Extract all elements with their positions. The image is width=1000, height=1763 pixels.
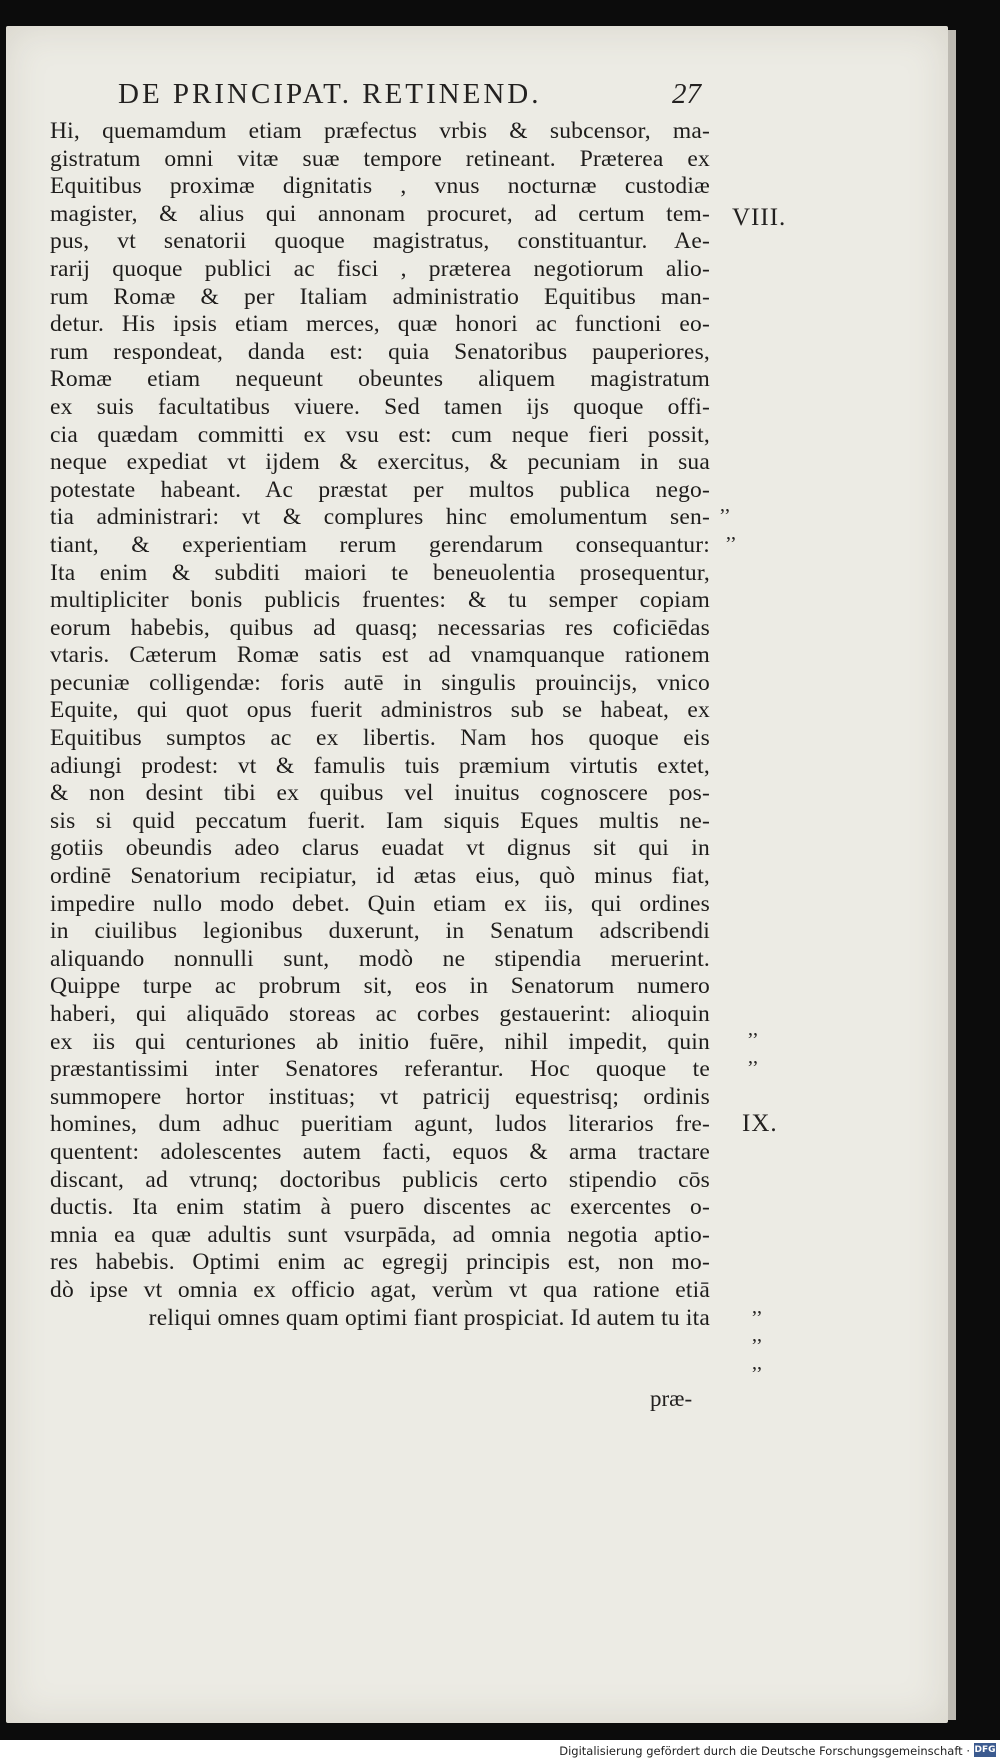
text-line: mnia ea quæ adultis sunt vsurpāda, ad omnia negotia aptio-: [50, 1221, 710, 1248]
text-line: reliqui omnes quam optimi fiant prospiciat. Id autem tu ita: [148, 1304, 710, 1331]
text-line: tiant, & experientiam rerum gerendarum consequantur:: [50, 531, 710, 558]
text-line: detur. His ipsis etiam merces, quæ honori ac functioni eo-: [50, 311, 710, 338]
page-edge-shadow: [948, 30, 956, 1720]
page-number: 27: [672, 78, 701, 110]
text-line: eorum habebis, quibus ad quasq; necessarias res coficiēdas: [50, 614, 710, 641]
quote-mark: ,,: [720, 494, 730, 516]
text-line: pecuniæ colligendæ: foris autē in singulis prouincijs, vnico: [50, 669, 710, 696]
text-line: res habebis. Optimi enim ac egregij principis est, non mo-: [50, 1249, 710, 1276]
text-line: aliquando nonnulli sunt, modò ne stipendia meruerint.: [50, 945, 710, 972]
text-line: pus, vt senatorii quoque magistratus, constituantur. Ae-: [50, 228, 710, 255]
text-line: rum respondeat, danda est: quia Senatoribus pauperiores,: [50, 338, 710, 365]
text-line: & non desint tibi ex quibus vel inuitus cognoscere pos-: [50, 780, 710, 807]
text-line: gistratum omni vitæ suæ tempore retineant. Præterea ex: [50, 145, 710, 172]
text-line: neque expediat vt ijdem & exercitus, & pecuniam in sua: [50, 449, 710, 476]
text-line: Ita enim & subditi maiori te beneuolentia prosequentur,: [50, 559, 710, 586]
text-line: tia administrari: vt & complures hinc emolumentum sen-: [50, 504, 710, 531]
digitization-credit: Digitalisierung gefördert durch die Deutsche Forschungsgemeinschaft ·: [559, 1744, 970, 1758]
text-line: adiungi prodest: vt & famulis tuis præmium virtutis extet,: [50, 752, 710, 779]
text-line: haberi, qui aliquādo storeas ac corbes gestauerint: alioquin: [50, 1001, 710, 1027]
text-line: in ciuilibus legionibus duxerunt, in Senatum adscribendi: [50, 918, 710, 945]
text-line: gotiis obeundis adeo clarus euadat vt dignus sit qui in: [50, 835, 710, 862]
text-line: vtaris. Cæterum Romæ satis est ad vnamquanque rationem: [50, 642, 710, 669]
text-line: multipliciter bonis publicis fruentes: & tu semper copiam: [50, 587, 710, 614]
section-number-viii: VIII.: [732, 204, 787, 231]
text-line: Hi, quemamdum etiam præfectus vrbis & subcensor, ma-: [50, 118, 710, 144]
text-line: magister, & alius qui annonam procuret, ad certum tem-: [50, 200, 710, 227]
text-line: cia quædam committi ex vsu est: cum neque fieri possit,: [50, 421, 710, 448]
text-line: rum Romæ & per Italiam administratio Equitibus man-: [50, 283, 710, 310]
quote-mark: ,,: [752, 1324, 762, 1346]
quote-mark: ,,: [752, 1296, 762, 1318]
text-line: discant, ad vtrunq; doctoribus publicis certo stipendio cōs: [50, 1166, 710, 1193]
dfg-logo: DFG: [974, 1745, 996, 1755]
quote-mark: ,,: [748, 1046, 758, 1068]
text-line: quentent: adolescentes autem facti, equos & arma tractare: [50, 1138, 710, 1165]
quote-mark: ,,: [726, 522, 736, 544]
text-line: Equitibus sumptos ac ex libertis. Nam hos quoque eis: [50, 725, 710, 752]
text-line: ex suis facultatibus viuere. Sed tamen ijs quoque offi-: [50, 393, 710, 420]
text-line: homines, dum adhuc pueritiam agunt, ludos literarios fre-: [50, 1111, 710, 1138]
text-line: sis si quid peccatum fuerit. Iam siquis Eques multis ne-: [50, 807, 710, 834]
text-line: ex iis qui centuriones ab initio fuēre, nihil impedit, quin: [50, 1028, 710, 1055]
text-line: potestate habeant. Ac præstat per multos publica nego-: [50, 476, 710, 503]
text-line: Equitibus proximæ dignitatis , vnus nocturnæ custodiæ: [50, 173, 710, 200]
text-line: præstantissimi inter Senatores referantur. Hoc quoque te: [50, 1056, 710, 1083]
text-line: summopere hortor instituas; vt patricij equestrisq; ordinis: [50, 1083, 710, 1110]
running-title: DE PRINCIPAT. RETINEND.: [118, 78, 542, 110]
text-line: Quippe turpe ac probrum sit, eos in Senatorum numero: [50, 973, 710, 1000]
text-line: Romæ etiam nequeunt obeuntes aliquem magistratum: [50, 366, 710, 393]
main-text-block: [50, 118, 710, 1332]
text-line: ordinē Senatorium recipiatur, id ætas eius, quò minus fiat,: [50, 863, 710, 890]
text-line: ductis. Ita enim statim à puero discentes ac exercentes o-: [50, 1194, 710, 1221]
catchword: præ-: [650, 1386, 693, 1411]
quote-mark: ,,: [748, 1018, 758, 1040]
text-line: Equite, qui quot opus fuerit administros sub se habeat, ex: [50, 697, 710, 724]
text-line: impedire nullo modo debet. Quin etiam ex iis, qui ordines: [50, 890, 710, 917]
quote-mark: ,,: [752, 1352, 762, 1374]
section-number-ix: IX.: [742, 1110, 778, 1137]
text-line: dò ipse vt omnia ex officio agat, verùm vt qua ratione etiā: [50, 1276, 710, 1303]
text-line: rarij quoque publici ac fisci , præterea negotiorum alio-: [50, 255, 710, 282]
